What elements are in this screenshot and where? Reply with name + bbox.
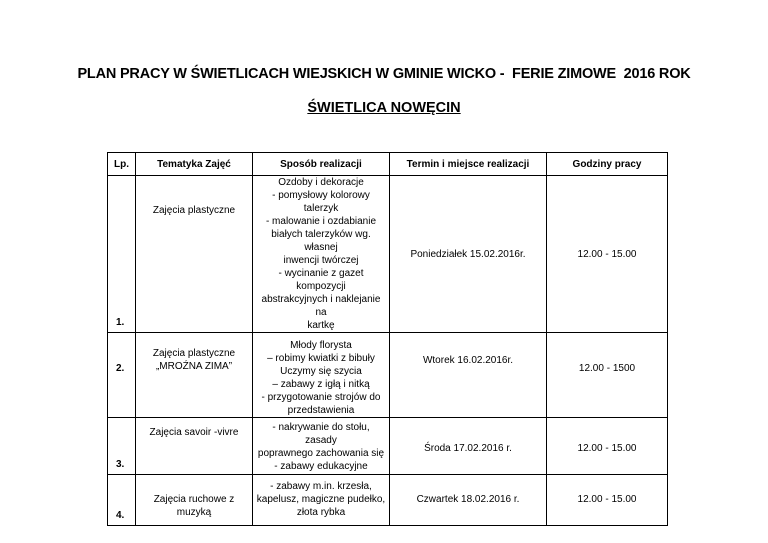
document-subtitle bbox=[0, 100, 768, 116]
header-termin: Termin i miejsce realizacji bbox=[390, 153, 547, 176]
row-lp: 2. bbox=[108, 333, 136, 418]
table-row bbox=[108, 176, 668, 333]
header-lp: Lp. bbox=[108, 153, 136, 176]
row-lp: 1. bbox=[108, 176, 136, 333]
row-sposob: - zabawy m.in. krzesła, kapelusz, magiczne pudełko, złota rybka bbox=[253, 475, 390, 526]
row-sposob: Ozdoby i dekoracje - pomysłowy kolorowy talerzyk - malowanie i ozdabianie białych talerzyków wg. własnej inwencji twórczej - wycinanie z gazet kompozycji abstrakcyjnych i naklejanie na kartkę bbox=[253, 176, 390, 333]
row-termin: Czwartek 18.02.2016 r. bbox=[390, 475, 547, 526]
table-header-row bbox=[108, 153, 668, 176]
table-row bbox=[108, 333, 668, 418]
row-tematyka: Zajęcia plastyczne bbox=[136, 176, 253, 333]
row-tematyka: Zajęcia savoir -vivre bbox=[136, 418, 253, 475]
header-godziny: Godziny pracy bbox=[547, 153, 668, 176]
row-lp: 4. bbox=[108, 475, 136, 526]
header-sposob: Sposób realizacji bbox=[253, 153, 390, 176]
table-row bbox=[108, 418, 668, 475]
row-termin: Poniedziałek 15.02.2016r. bbox=[390, 176, 547, 333]
header-tematyka: Tematyka Zajęć bbox=[136, 153, 253, 176]
row-godziny: 12.00 - 15.00 bbox=[547, 475, 668, 526]
row-tematyka: Zajęcia ruchowe z muzyką bbox=[136, 475, 253, 526]
document-title: PLAN PRACY W ŚWIETLICACH WIEJSKICH W GMINIE WICKO - FERIE ZIMOWE 2016 ROK bbox=[77, 66, 691, 82]
row-godziny: 12.00 - 15.00 bbox=[547, 418, 668, 475]
row-tematyka: Zajęcia plastyczne „MROŹNA ZIMA” bbox=[136, 333, 253, 418]
table-row bbox=[108, 475, 668, 526]
subtitle-text: ŚWIETLICA NOWĘCIN bbox=[307, 100, 461, 116]
plan-table bbox=[107, 152, 668, 526]
row-godziny: 12.00 - 15.00 bbox=[547, 176, 668, 333]
row-termin: Środa 17.02.2016 r. bbox=[390, 418, 547, 475]
row-termin: Wtorek 16.02.2016r. bbox=[390, 333, 547, 418]
row-sposob: Młody florysta – robimy kwiatki z bibuły Uczymy się szycia – zabawy z igłą i nitką - przygotowanie strojów do przedstawienia bbox=[253, 333, 390, 418]
row-lp: 3. bbox=[108, 418, 136, 475]
row-sposob: - nakrywanie do stołu, zasady poprawnego zachowania się - zabawy edukacyjne bbox=[253, 418, 390, 475]
row-godziny: 12.00 - 1500 bbox=[547, 333, 668, 418]
